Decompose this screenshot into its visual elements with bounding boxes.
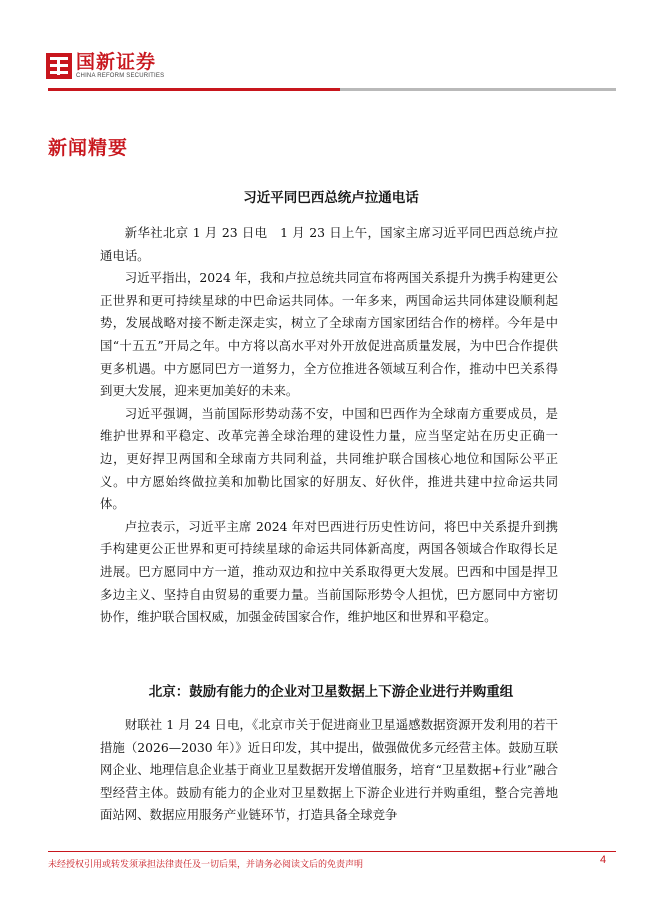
article-1-paragraph-1: 新华社北京 1 月 23 日电 1 月 23 日上午，国家主席习近平同巴西总统卢拉通电话。 [100, 225, 558, 263]
article-body-2 [100, 714, 558, 827]
article-1-paragraph-3: 习近平强调，当前国际形势动荡不安，中国和巴西作为全球南方重要成员，是维护世界和平稳定、改革完善全球治理的建设性力量，应当坚定站在历史正确一边，更好捍卫两国和全球南方共同利益，共同维护联合国核心地位和国际公平正义。中方愿始终做拉美和加勒比国家的好朋友、好伙伴，推进共建中拉命运共同体。 [100, 405, 558, 512]
article-title-1: 习近平同巴西总统卢拉通电话 [243, 190, 419, 206]
logo-english-name: CHINA REFORM SECURITIES [76, 73, 165, 79]
logo-chinese-name: 国新证券 [76, 51, 157, 73]
header-divider-gray [340, 88, 616, 91]
article-title-2: 北京：鼓励有能力的企业对卫星数据上下游企业进行并购重组 [148, 684, 514, 700]
footer-disclaimer: 未经授权引用或转发须承担法律责任及一切后果，并请务必阅读文后的免责声明 [48, 860, 364, 870]
article-1-paragraph-2: 习近平指出，2024 年，我和卢拉总统共同宣布将两国关系提升为携手构建更公正世界和更可持续星球的中巴命运共同体。一年多来，两国命运共同体建设顺利起势，发展战略对接不断走深走实，树立了全球南方国家团结合作的榜样。今年是中国“十五五”开局之年。中方将以高水平对外开放促进高质量发展，为中巴合作提供更多机遇。中方愿同巴方一道努力，全方位推进各领域互利合作，推动中巴关系得到更大发展，迎来更加美好的未来。 [100, 270, 558, 399]
article-1-paragraph-4: 卢拉表示，习近平主席 2024 年对巴西进行历史性访问，将巴中关系提升到携手构建更公正世界和更可持续星球的命运共同体新高度，两国各领域合作取得长足进展。巴方愿同中方一道，推动双边和拉中关系取得更大发展。巴西和中国是捍卫多边主义、坚持自由贸易的重要力量。当前国际形势令人担忧，巴方愿同中方密切协作，维护联合国权威，加强金砖国家合作，维护地区和世界和平稳定。 [100, 518, 558, 625]
section-title: 新闻精要 [48, 137, 129, 159]
brand-logo [46, 52, 164, 80]
article-2-paragraph-1: 财联社 1 月 24 日电，《北京市关于促进商业卫星遥感数据资源开发利用的若干措施（2026—2030 年）》近日印发，其中提出，做强做优多元经营主体。鼓励互联网企业、地理信息企业基于商业卫星数据开发增值服务，培育“卫星数据+行业”融合型经营主体。鼓励有能力的企业对卫星数据上下游企业进行并购重组，整合完善地面站网、数据应用服务产业链环节，打造具备全球竞争 [100, 717, 558, 823]
article-body-1 [100, 222, 558, 629]
footer-divider [48, 851, 616, 852]
page-number: 4 [600, 854, 607, 866]
logo-mark-icon [46, 53, 72, 79]
